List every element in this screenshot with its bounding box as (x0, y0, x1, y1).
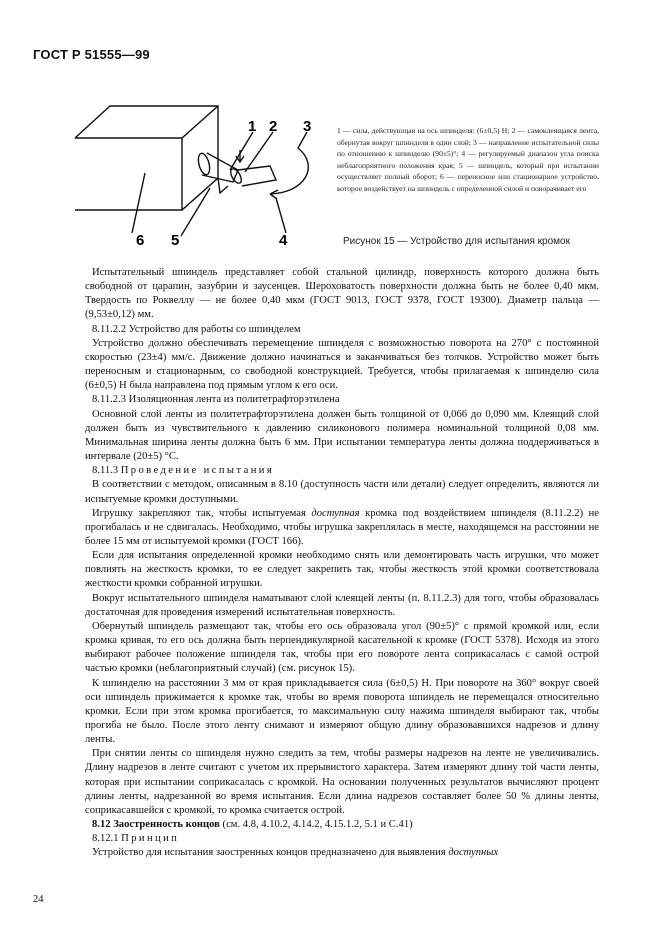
section-heading (85, 832, 599, 846)
figure-legend: 1 — сила, действующая на ось шпинделя: (6±0,5) Н; 2 — самоклеящаяся лента, обернутая вокруг шпинделя в один слой; 3 — направление испытательной силы по отношению к шпинделю (90±5)°; 4 — регулируемый диапазон угла поиска неблагоприятного положения края; 5 — шпиндель, который при испытании осуществляет полный оборот; 6 — переносное или стационарное устройство, которое воздействует на шпиндель с определенной силой и поворачивает его (337, 126, 599, 193)
document-header: ГОСТ Р 51555—99 (33, 47, 150, 62)
edge-test-device-drawing (70, 98, 330, 258)
paragraph: Устройство должно обеспечивать перемещение шпинделя с возможностью поворота на 270° с постоянной скоростью (23±4) мм/с. Движение должно начинаться и заканчиваться без толчков. Устройство может быть переносным и стационарным, со свободной конструкцией. Требуется, чтобы прилагаемая к шпинделю сила (6±0,5) Н была направлена под прямым углом к его оси. (85, 337, 599, 392)
section-title: Принцип (121, 833, 180, 845)
paragraph: Вокруг испытательного шпинделя наматывают слой клеящей ленты (п. 8.11.2.3) для того, чтобы образовалась достаточная для проведения измерений испытательная поверхность. (85, 592, 599, 618)
figure-caption: Рисунок 15 — Устройство для испытания кромок (343, 236, 570, 247)
figure-15 (70, 98, 330, 258)
figure-label-3: 3 (303, 118, 312, 135)
figure-label-5: 5 (171, 232, 180, 249)
paragraph (85, 507, 599, 549)
section-title-bold: 8.12 Заостренность концов (92, 819, 220, 831)
paragraph: В соответствии с методом, описанным в 8.10 (доступность части или детали) следует определить, являются ли испытуемые кромки доступными. (85, 479, 599, 505)
emphasis: доступных (448, 847, 499, 859)
tape-strip (238, 166, 276, 186)
text-run: Устройство для испытания заостренных концов предназначено для выявления (92, 847, 449, 859)
section-number: 8.12.1 (92, 833, 119, 845)
section-heading: 8.11.2.3 Изоляционная лента из политетрафторэтилена (92, 394, 340, 406)
text-run: кромка под воздействием шпинделя (8.11.2.2) не прогибалась и не сдвигалась. Необходимо, чтобы игрушка закреплялась в месте, находящемся на расстоянии не более 15 мм от испытуемой кромки (ГОСТ 166). (85, 507, 599, 547)
figure-label-1: 1 (248, 118, 257, 135)
paragraph: Испытательный шпиндель представляет собой стальной цилиндр, поверхность которого должна быть свободной от царапин, зазубрин и заусенцев. Шероховатость поверхности должна быть не более 0,40 мкм. Твердость по Роквеллу — не более 0,40 мкм (ГОСТ 9013, ГОСТ 9378, ГОСТ 19300). Диаметр пальца — (9,53±0,12) мм. (85, 267, 599, 321)
section-title: Проведение испытания (120, 465, 275, 477)
section-number: 8.11.3 (92, 465, 119, 477)
figure-label-4: 4 (279, 232, 288, 249)
paragraph (85, 846, 599, 860)
paragraph: К шпинделю на расстоянии 3 мм от края прикладывается сила (6±0,5) Н. При повороте на 360° вокруг своей оси шпиндель прижимается к кромке так, чтобы во время поворота шпиндель не перемещался относительно кромки. Если при этом кромка прогибается, то максимальную силу нажима шпинделя выбирают так, чтобы прогиба не было. После этого ленту снимают и измеряют общую длину образовавшихся надрезов и длину ленты. (85, 677, 599, 746)
body-text (85, 266, 599, 861)
paragraph: Обернутый шпиндель размещают так, чтобы его ось образовала угол (90±5)° с прямой кромкой или, если кромка кривая, то его ось должна быть перпендикулярной касательной к кромке (ГОСТ 5378). Исходя из этого выбирают рабочее положение шпинделя так, чтобы при его повороте лента соприкасалась с самой острой частью кромки (неблагоприятный случай) (см. рисунок 15). (85, 620, 599, 675)
page-number: 24 (33, 894, 44, 905)
emphasis: доступная (311, 507, 360, 519)
figure-label-6: 6 (136, 232, 145, 249)
section-heading (85, 464, 599, 478)
paragraph: Если для испытания определенной кромки необходимо снять или демонтировать часть игрушки, что может повлиять на жесткость кромки, то ее следует закрепить так, чтобы жесткость этой кромки соответствовала жесткости кромки собранной игрушки. (85, 550, 599, 590)
text-run: Игрушку закрепляют так, чтобы испытуемая (92, 507, 312, 519)
device-box-outline (75, 106, 218, 210)
figure-label-2: 2 (269, 118, 278, 135)
paragraph: Основной слой ленты из политетрафторэтилена должен быть толщиной от 0,066 до 0,090 мм. Клеящий слой должен быть из чувствительного к давлению силиконового полимера номинальной толщиной 0,08 мм. Минимальная ширина ленты должна быть 6 мм. При испытании температура ленты должна поддерживаться в интервале (20±5) °С. (85, 408, 599, 463)
paragraph: При снятии ленты со шпинделя нужно следить за тем, чтобы размеры надрезов на ленте не увеличивались. Длину надрезов в ленте считают с учетом их прерывистого характера. Затем измеряют длину той части ленты, которая при испытании соприкасалась с кромкой. На основании полученных результатов вычисляют процент длины ленты, надрезанной во время испытания. Если длина надрезов составляет более 50 % длины ленты, соприкасавшейся с кромкой, то кромка считается острой. (85, 748, 599, 816)
section-heading: 8.11.2.2 Устройство для работы со шпинделем (92, 323, 301, 335)
section-references: (см. 4.8, 4.10.2, 4.14.2, 4.15.1.2, 5.1 и С.41) (219, 819, 413, 831)
spindle-tip (196, 152, 211, 176)
section-heading (85, 818, 599, 832)
